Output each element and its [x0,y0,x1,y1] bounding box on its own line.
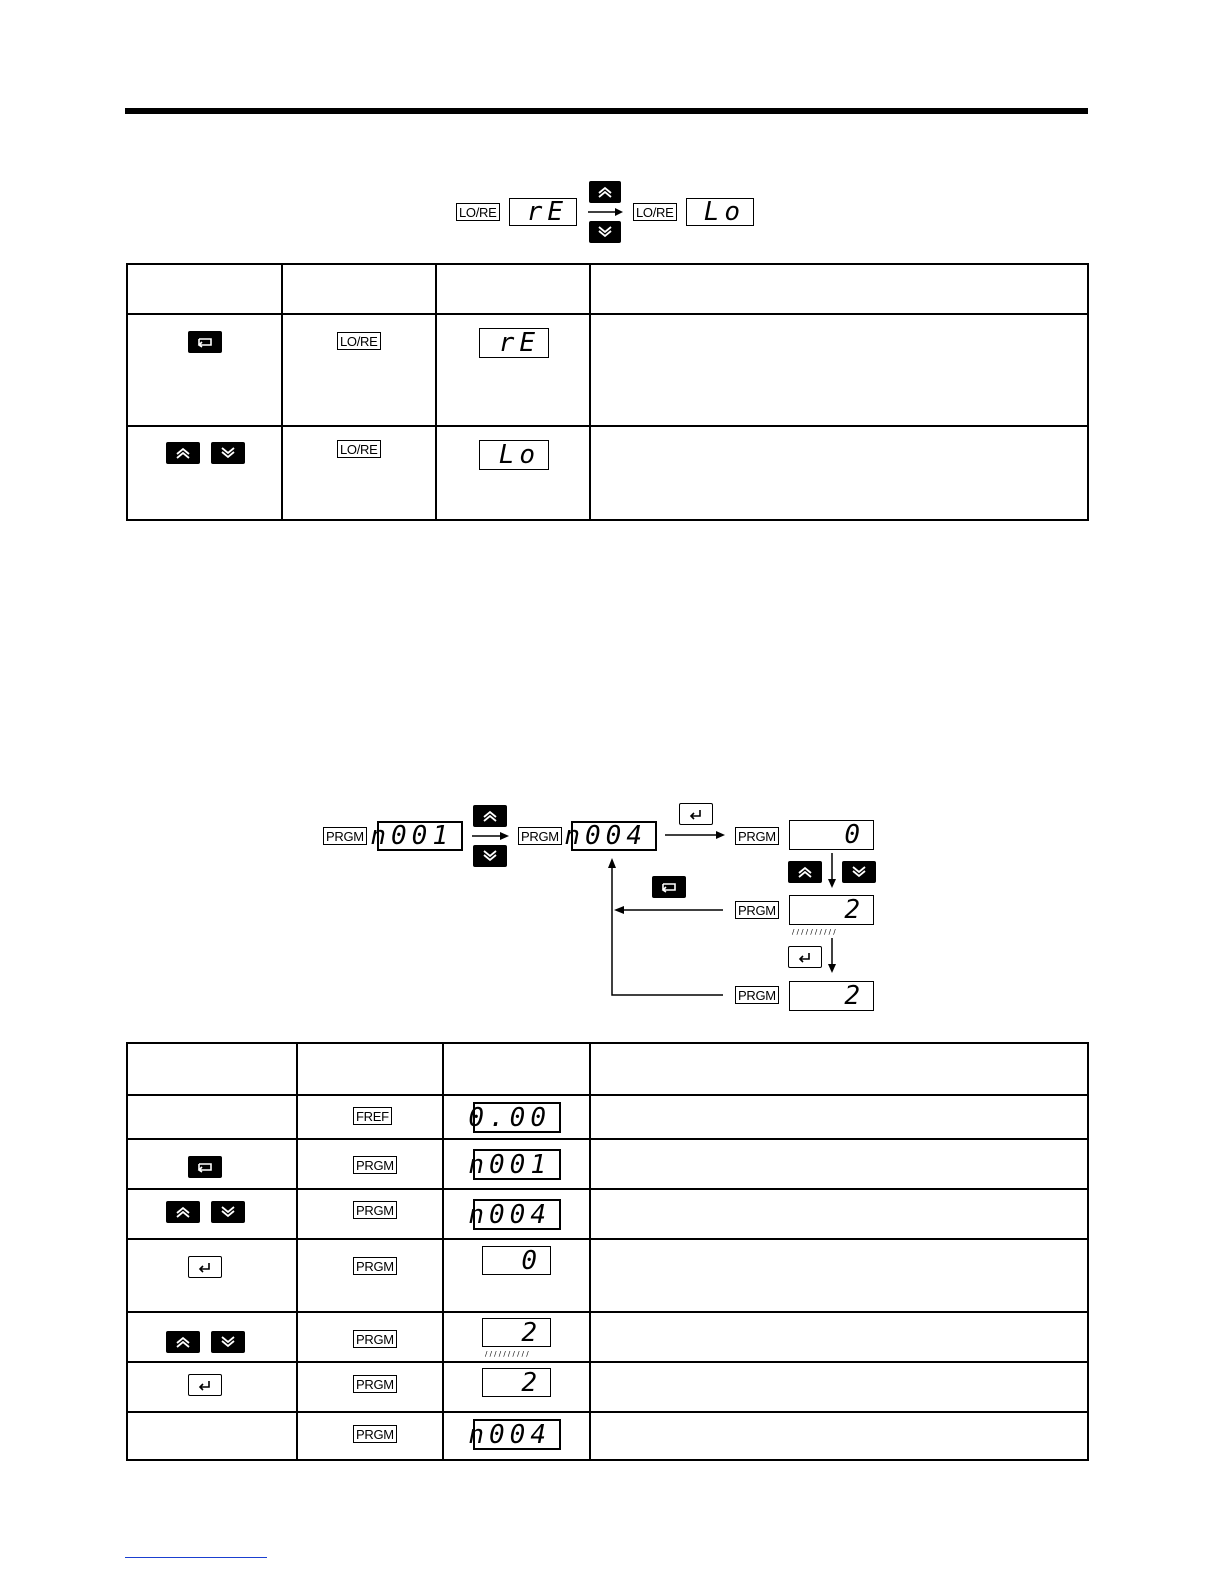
display-value-0: 0 [789,820,874,850]
header-cell [436,264,590,314]
table-header-row [127,264,1088,314]
table-row [127,314,1088,426]
display-re: rE [509,198,577,226]
table-local-remote [126,263,1089,521]
display-lo: Lo [686,198,754,226]
down-arrow-key-icon [589,221,621,243]
prgm-indicator: PRGM [735,986,779,1004]
prgm-indicator: PRGM [353,1425,397,1443]
display-n004: n004 [473,1419,561,1450]
arrow-right-icon [664,829,728,841]
header-cell [590,1043,1088,1095]
display-lo: Lo [479,440,549,470]
top-rule [125,108,1088,114]
prgm-indicator: PRGM [353,1257,397,1275]
display-re: rE [479,328,549,358]
arrow-down-icon [826,852,838,890]
table-row [127,1239,1088,1312]
enter-key-icon [788,946,822,968]
description-cell [590,1412,1088,1460]
description-cell [590,314,1088,426]
lore-indicator: LO/RE [337,332,381,350]
description-cell [590,426,1088,520]
prgm-indicator: PRGM [735,901,779,919]
description-cell [590,1239,1088,1312]
display-fref-value: 0.00 [473,1102,561,1133]
display-n001: n001 [377,821,463,851]
lore-indicator: LO/RE [633,203,677,221]
table-header-row [127,1043,1088,1095]
display-n001: n001 [473,1149,561,1180]
down-arrow-key-icon [842,861,876,883]
table-row [127,1362,1088,1412]
up-arrow-key-icon [473,805,507,827]
display-value-2: 2 [789,981,874,1011]
display-value-2: 2 [482,1368,551,1397]
display-value-2-blinking: 2 / / / / / / / / / / [482,1318,551,1347]
return-flow-arrows [600,852,730,1002]
table-row [127,1095,1088,1139]
table-row [127,1189,1088,1239]
header-cell [282,264,436,314]
prgm-indicator: PRGM [353,1156,397,1174]
description-cell [590,1189,1088,1239]
display-value-2-blinking: 2 / / / / / / / / / / [789,895,874,925]
up-arrow-key-icon [166,1331,200,1353]
display-n004: n004 [473,1199,561,1230]
header-cell [297,1043,443,1095]
display-value-0: 0 [482,1246,551,1275]
lore-indicator: LO/RE [337,440,381,458]
description-cell [590,1362,1088,1412]
table-row [127,1312,1088,1362]
lore-indicator: LO/RE [456,203,500,221]
up-arrow-key-icon [166,1201,200,1223]
header-cell [127,264,282,314]
up-arrow-key-icon [166,442,200,464]
table-parameter-setting [126,1042,1089,1461]
prgm-indicator: PRGM [353,1201,397,1219]
down-arrow-key-icon [211,1201,245,1223]
down-arrow-key-icon [473,845,507,867]
description-cell [590,1095,1088,1139]
footer-link-underline [125,1557,267,1558]
description-cell [590,1312,1088,1362]
display-n004: n004 [571,821,657,851]
enter-key-icon [188,1256,222,1278]
arrow-down-icon [826,937,838,975]
enter-key-icon [188,1374,222,1396]
mode-key-icon [188,1156,222,1178]
arrow-right-icon [587,206,625,218]
table-row [127,1139,1088,1189]
prgm-indicator: PRGM [518,827,562,845]
prgm-indicator: PRGM [735,827,779,845]
table-row [127,426,1088,520]
header-cell [127,1043,297,1095]
fref-indicator: FREF [353,1107,392,1125]
prgm-indicator: PRGM [323,827,367,845]
down-arrow-key-icon [211,442,245,464]
table-row [127,1412,1088,1460]
mode-key-icon [188,331,222,353]
description-cell [590,1139,1088,1189]
enter-key-icon [679,803,713,825]
prgm-indicator: PRGM [353,1375,397,1393]
arrow-right-icon [471,830,511,842]
up-arrow-key-icon [589,181,621,203]
header-cell [443,1043,590,1095]
header-cell [590,264,1088,314]
down-arrow-key-icon [211,1331,245,1353]
up-arrow-key-icon [788,861,822,883]
prgm-indicator: PRGM [353,1330,397,1348]
